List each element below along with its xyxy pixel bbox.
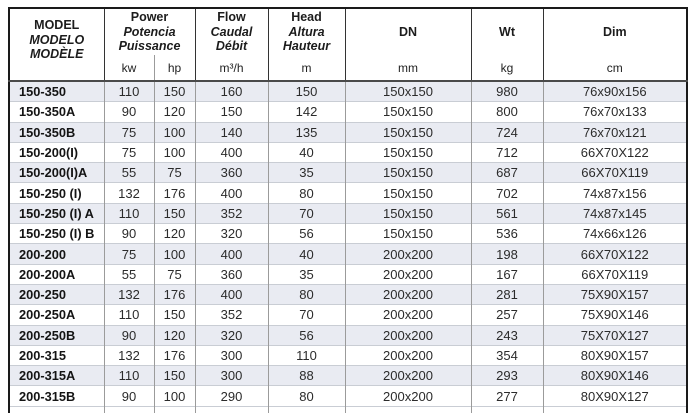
cell-dn: 200x200 — [345, 345, 471, 365]
cell-kw: 132 — [104, 183, 154, 203]
cell-dim: 76x90x156 — [543, 81, 687, 102]
cell-hp: 120 — [154, 325, 195, 345]
cell-hp: 150 — [154, 203, 195, 223]
cell-kw: 132 — [104, 284, 154, 304]
table-row — [9, 264, 687, 284]
table-row — [9, 366, 687, 386]
cell-wt: 712 — [471, 142, 543, 162]
col-header-head-es: Altura — [288, 24, 325, 39]
cell-wt: 257 — [471, 305, 543, 325]
cell-wt: 167 — [471, 264, 543, 284]
cell-head: 110 — [268, 345, 345, 365]
table-row — [9, 305, 687, 325]
cell-hp: 100 — [154, 142, 195, 162]
cell-kw: 110 — [104, 366, 154, 386]
cell-hp: 100 — [154, 122, 195, 142]
cell-flow: 400 — [195, 183, 268, 203]
cell-head: 40 — [268, 142, 345, 162]
col-header-head-en: Head — [291, 10, 322, 25]
table-row — [9, 142, 687, 162]
table-row — [9, 345, 687, 365]
table-row — [9, 183, 687, 203]
col-header-flow — [195, 8, 268, 55]
cell-dim: 66X70X119 — [543, 163, 687, 183]
cell-hp: 120 — [154, 102, 195, 122]
pump-spec-table — [8, 7, 688, 413]
partial-cell — [471, 406, 543, 413]
cell-kw: 90 — [104, 325, 154, 345]
cell-kw: 55 — [104, 163, 154, 183]
cell-hp: 150 — [154, 305, 195, 325]
col-header-model — [9, 8, 104, 81]
cell-model: 200-315 — [9, 345, 104, 365]
cell-flow: 140 — [195, 122, 268, 142]
table-row — [9, 325, 687, 345]
cell-dn: 200x200 — [345, 284, 471, 304]
cell-wt: 243 — [471, 325, 543, 345]
cell-wt: 354 — [471, 345, 543, 365]
cell-flow: 352 — [195, 305, 268, 325]
col-header-wt — [471, 8, 543, 55]
partial-row — [9, 406, 687, 413]
col-header-model-fr: MODÈLE — [30, 47, 84, 61]
cell-dn: 150x150 — [345, 163, 471, 183]
cell-model: 200-200 — [9, 244, 104, 264]
cell-dn: 200x200 — [345, 325, 471, 345]
cell-model: 200-200A — [9, 264, 104, 284]
cell-dn: 200x200 — [345, 244, 471, 264]
cell-dim: 74x87x156 — [543, 183, 687, 203]
cell-wt: 687 — [471, 163, 543, 183]
cell-dn: 150x150 — [345, 224, 471, 244]
cell-flow: 400 — [195, 284, 268, 304]
cell-model: 150-250 (I) — [9, 183, 104, 203]
cell-dim: 66X70X122 — [543, 142, 687, 162]
cell-dn: 200x200 — [345, 305, 471, 325]
cell-dn: 200x200 — [345, 366, 471, 386]
cell-wt: 277 — [471, 386, 543, 406]
partial-cell — [9, 406, 104, 413]
cell-kw: 55 — [104, 264, 154, 284]
cell-dim: 80X90X146 — [543, 366, 687, 386]
cell-model: 200-250A — [9, 305, 104, 325]
cell-flow: 400 — [195, 244, 268, 264]
cell-flow: 160 — [195, 81, 268, 102]
cell-head: 80 — [268, 386, 345, 406]
table-row — [9, 224, 687, 244]
cell-kw: 75 — [104, 142, 154, 162]
table-row — [9, 102, 687, 122]
cell-wt: 536 — [471, 224, 543, 244]
cell-head: 70 — [268, 305, 345, 325]
cell-kw: 75 — [104, 122, 154, 142]
cell-dim: 66X70X119 — [543, 264, 687, 284]
cell-hp: 176 — [154, 183, 195, 203]
cell-dim: 80X90X157 — [543, 345, 687, 365]
partial-cell — [104, 406, 154, 413]
cell-model: 150-200(I) — [9, 142, 104, 162]
cell-head: 56 — [268, 224, 345, 244]
cell-hp: 75 — [154, 163, 195, 183]
partial-cell — [268, 406, 345, 413]
cell-head: 35 — [268, 264, 345, 284]
cell-head: 56 — [268, 325, 345, 345]
col-header-dim — [543, 8, 687, 55]
cell-flow: 150 — [195, 102, 268, 122]
cell-dn: 150x150 — [345, 122, 471, 142]
cell-wt: 293 — [471, 366, 543, 386]
col-header-wt-label: Wt — [499, 24, 515, 39]
partial-cell — [345, 406, 471, 413]
cell-dim: 74x87x145 — [543, 203, 687, 223]
cell-hp: 150 — [154, 366, 195, 386]
cell-wt: 281 — [471, 284, 543, 304]
cell-head: 40 — [268, 244, 345, 264]
cell-model: 150-250 (I) A — [9, 203, 104, 223]
col-header-power-es: Potencia — [123, 24, 176, 39]
table-row — [9, 386, 687, 406]
table-row — [9, 163, 687, 183]
table-row — [9, 122, 687, 142]
unit-dim: cm — [543, 55, 687, 81]
cell-head: 150 — [268, 81, 345, 102]
cell-model: 200-315B — [9, 386, 104, 406]
cell-model: 200-315A — [9, 366, 104, 386]
cell-head: 70 — [268, 203, 345, 223]
cell-model: 150-350A — [9, 102, 104, 122]
cell-dn: 150x150 — [345, 142, 471, 162]
unit-dn: mm — [345, 55, 471, 81]
cell-flow: 290 — [195, 386, 268, 406]
cell-hp: 176 — [154, 284, 195, 304]
cell-kw: 110 — [104, 203, 154, 223]
cell-dim: 74x66x126 — [543, 224, 687, 244]
cell-flow: 400 — [195, 142, 268, 162]
clipped-next-row — [9, 406, 687, 413]
col-header-power-en: Power — [130, 10, 169, 25]
cell-dim: 66X70X122 — [543, 244, 687, 264]
col-header-power — [104, 8, 195, 55]
cell-hp: 75 — [154, 264, 195, 284]
header-title-row — [9, 8, 687, 55]
cell-kw: 90 — [104, 102, 154, 122]
table-header — [9, 8, 687, 81]
cell-hp: 100 — [154, 386, 195, 406]
cell-flow: 300 — [195, 345, 268, 365]
cell-dn: 150x150 — [345, 203, 471, 223]
cell-kw: 110 — [104, 81, 154, 102]
cell-flow: 360 — [195, 264, 268, 284]
cell-hp: 100 — [154, 244, 195, 264]
cell-wt: 800 — [471, 102, 543, 122]
cell-head: 80 — [268, 183, 345, 203]
cell-flow: 300 — [195, 366, 268, 386]
col-header-flow-es: Caudal — [210, 24, 253, 39]
cell-dim: 76x70x121 — [543, 122, 687, 142]
cell-wt: 702 — [471, 183, 543, 203]
cell-wt: 724 — [471, 122, 543, 142]
cell-head: 35 — [268, 163, 345, 183]
partial-cell — [195, 406, 268, 413]
cell-dim: 75X90X157 — [543, 284, 687, 304]
cell-flow: 320 — [195, 325, 268, 345]
cell-head: 135 — [268, 122, 345, 142]
cell-kw: 90 — [104, 386, 154, 406]
table-row — [9, 81, 687, 102]
table-row — [9, 284, 687, 304]
col-header-dim-label: Dim — [602, 24, 627, 39]
header-units-row — [9, 55, 687, 81]
cell-head: 88 — [268, 366, 345, 386]
cell-hp: 176 — [154, 345, 195, 365]
col-header-flow-en: Flow — [217, 10, 246, 25]
table-row — [9, 203, 687, 223]
cell-head: 142 — [268, 102, 345, 122]
partial-cell — [154, 406, 195, 413]
cell-wt: 561 — [471, 203, 543, 223]
cell-model: 150-250 (I) B — [9, 224, 104, 244]
cell-dim: 75X70X127 — [543, 325, 687, 345]
cell-kw: 132 — [104, 345, 154, 365]
col-header-dn — [345, 8, 471, 55]
cell-dn: 150x150 — [345, 183, 471, 203]
cell-head: 80 — [268, 284, 345, 304]
cell-dim: 76x70x133 — [543, 102, 687, 122]
cell-dim: 75X90X146 — [543, 305, 687, 325]
cell-flow: 360 — [195, 163, 268, 183]
unit-wt: kg — [471, 55, 543, 81]
cell-dn: 150x150 — [345, 81, 471, 102]
cell-flow: 320 — [195, 224, 268, 244]
cell-model: 200-250B — [9, 325, 104, 345]
unit-flow: m³/h — [195, 55, 268, 81]
col-header-head-fr: Hauteur — [282, 39, 331, 54]
cell-dn: 200x200 — [345, 264, 471, 284]
cell-flow: 352 — [195, 203, 268, 223]
cell-wt: 980 — [471, 81, 543, 102]
col-header-flow-fr: Débit — [215, 39, 248, 54]
cell-model: 200-250 — [9, 284, 104, 304]
cell-hp: 120 — [154, 224, 195, 244]
cell-wt: 198 — [471, 244, 543, 264]
partial-cell — [543, 406, 687, 413]
cell-dn: 150x150 — [345, 102, 471, 122]
col-header-power-fr: Puissance — [118, 39, 181, 54]
cell-kw: 110 — [104, 305, 154, 325]
unit-kw: kw — [104, 55, 154, 81]
table-body — [9, 81, 687, 406]
table-row — [9, 244, 687, 264]
cell-model: 150-350 — [9, 81, 104, 102]
cell-hp: 150 — [154, 81, 195, 102]
cell-dn: 200x200 — [345, 386, 471, 406]
cell-kw: 90 — [104, 224, 154, 244]
col-header-dn-label: DN — [398, 24, 418, 39]
col-header-model-en: MODEL — [34, 18, 80, 32]
col-header-model-es: MODELO — [29, 32, 85, 47]
unit-head: m — [268, 55, 345, 81]
unit-hp: hp — [154, 55, 195, 81]
cell-model: 150-200(I)A — [9, 163, 104, 183]
col-header-head — [268, 8, 345, 55]
cell-dim: 80X90X127 — [543, 386, 687, 406]
cell-kw: 75 — [104, 244, 154, 264]
cell-model: 150-350B — [9, 122, 104, 142]
